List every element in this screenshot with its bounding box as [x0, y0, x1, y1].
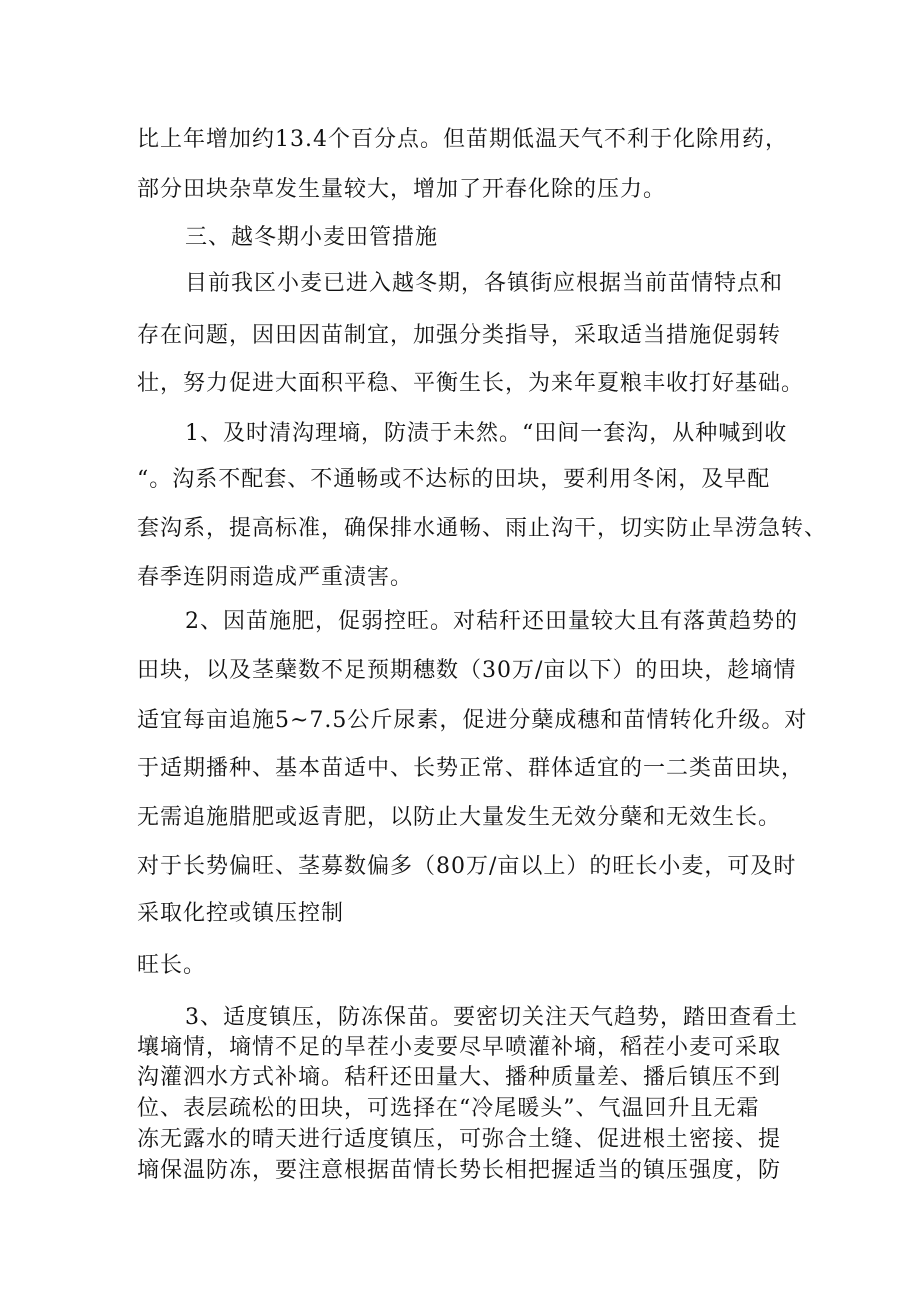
body-text-line: 位、表层疏松的田块，可选择在“冷尾暖头”、气温回升且无霜 — [137, 1096, 760, 1121]
body-text-line: 沟灌泗水方式补墒。秸秆还田量大、播种质量差、播后镇压不到 — [137, 1065, 782, 1090]
body-text-line: 旺长。 — [137, 953, 207, 978]
body-text-line: 目前我区小麦已进入越冬期，各镇街应根据当前苗情特点和 — [185, 271, 784, 296]
body-text-line: “。沟系不配套、不通畅或不达标的田块，要利用冬闲，及早配 — [137, 467, 771, 492]
body-text-line: 存在问题，因田因苗制宜，加强分类指导，采取适当措施促弱转 — [137, 323, 782, 348]
body-text-line: 1、及时清沟理墒，防渍于未然。“田间一套沟，从种喊到收 — [185, 421, 788, 446]
body-text-line: 于适期播种、基本苗适中、长势正常、群体适宜的一二类苗田块， — [137, 756, 805, 781]
body-text-line: 对于长势偏旺、茎募数偏多（80万/亩以上）的旺长小麦，可及时 — [137, 854, 797, 879]
body-text-line: 冻无露水的晴天进行适度镇压，可弥合土缝、促进根土密接、提 — [137, 1127, 782, 1152]
body-text-line: 田块，以及茎蘖数不足预期穗数（30万/亩以下）的田块，趁墒情 — [137, 658, 797, 683]
body-text-line: 壤墒情，墒情不足的旱茬小麦要尽早喷灌补墒，稻茬小麦可采取 — [137, 1035, 782, 1060]
body-text-line: 适宜每亩追施5~7.5公斤尿素，促进分蘖成穗和苗情转化升级。对 — [137, 708, 808, 733]
section-heading: 三、越冬期小麦田管措施 — [185, 225, 439, 250]
body-text-line: 比上年增加约13.4个百分点。但苗期低温天气不利于化除用药， — [137, 127, 788, 152]
body-text-line: 壮，努力促进大面积平稳、平衡生长，为来年夏粮丰收打好基础。 — [137, 371, 805, 396]
body-text-line: 3、适度镇压，防冻保苗。要密切关注天气趋势，踏田查看土 — [185, 1005, 798, 1030]
body-text-line: 采取化控或镇压控制 — [137, 901, 345, 926]
body-text-line: 无需追施腊肥或返青肥，以防止大量发生无效分蘖和无效生长。 — [137, 805, 782, 830]
body-text-line: 部分田块杂草发生量较大，增加了开春化除的压力。 — [137, 177, 667, 202]
body-text-line: 春季连阴雨造成严重渍害。 — [137, 565, 414, 590]
body-text-line: 套沟系，提高标准，确保排水通畅、雨止沟干，切实防止旱涝急转、 — [137, 516, 828, 541]
body-text-line: 墒保温防冻，要注意根据苗情长势长相把握适当的镇压强度，防 — [137, 1158, 782, 1183]
body-text-line: 2、因苗施肥，促弱控旺。对秸秆还田量较大且有落黄趋势的 — [185, 609, 798, 634]
